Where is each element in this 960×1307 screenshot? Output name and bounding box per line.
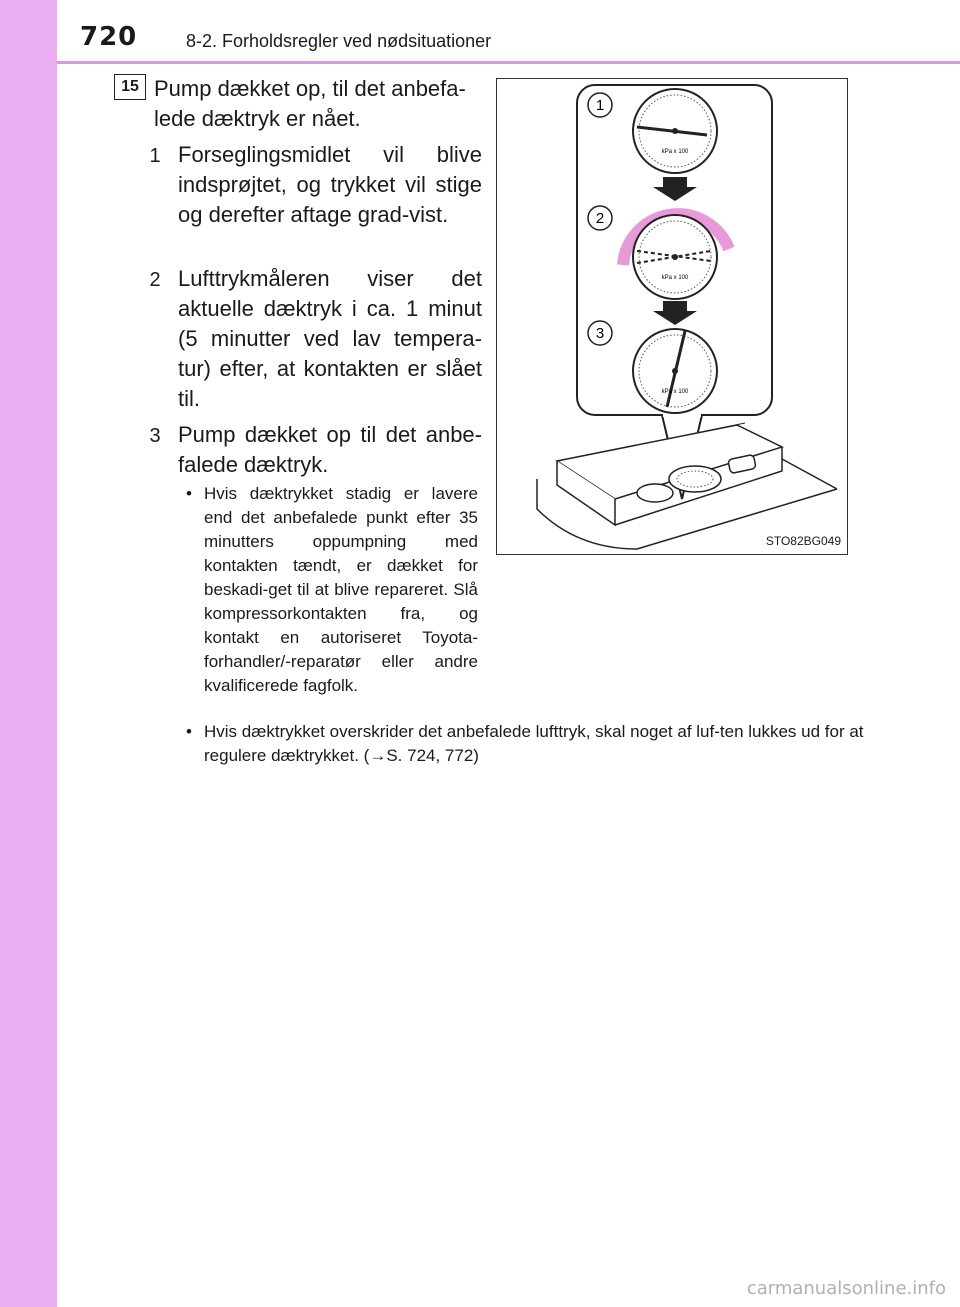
callout-1-label: 1 xyxy=(595,97,605,114)
bullet-item: • Hvis dæktrykket stadig er lavere end det anbefalede punkt efter 35 minutters oppumpning med kontakten tændt, er dækket for beskadi-get til at blive repareret. Slå kompressorkontakten fra, og kontakt en autoriseret Toyota-forhandler/-reparatør eller andre kvalificerede fagfolk. xyxy=(186,482,478,698)
step-text: Pump dækket op, til det anbefa-lede dæktryk er nået. xyxy=(154,76,466,131)
gauge-3-icon xyxy=(633,329,717,413)
callout-2 xyxy=(588,206,612,230)
bullet-list xyxy=(186,482,478,698)
callout-1 xyxy=(588,93,612,117)
callout-3 xyxy=(588,321,612,345)
substep-3 xyxy=(142,420,482,480)
figure-code: STO82BG049 xyxy=(765,534,841,548)
substep-1-text: Forseglingsmidlet vil blive indsprøjtet, og trykket vil stige og derefter aftage grad-vist. xyxy=(178,142,482,227)
section-title: 8-2. Forholdsregler ved nødsituationer xyxy=(186,31,492,51)
gauge-illustration xyxy=(496,78,848,555)
substep-2-number: 2 xyxy=(149,268,161,291)
callout-2-label: 2 xyxy=(595,210,605,227)
step-number-badge: 15 xyxy=(114,74,146,100)
substep-2 xyxy=(142,264,482,414)
substep-3-text: Pump dækket op til det anbe-falede dæktryk. xyxy=(178,422,482,477)
substep-2-text: Lufttrykmåleren viser det aktuelle dæktryk i ca. 1 minut (5 minutter ved lav tempera-tur) efter, at kontakten er slået til. xyxy=(178,266,482,411)
substep-3-number: 3 xyxy=(149,424,161,447)
gauge-1-icon xyxy=(633,89,717,173)
page-number: 720 xyxy=(80,22,138,52)
compressor-icon xyxy=(537,423,837,549)
gauge-1-unit: kPa x 100 xyxy=(661,149,689,155)
gauge-2-unit: kPa x 100 xyxy=(661,275,689,281)
substep-1 xyxy=(142,140,482,230)
bullet-item: • Hvis dæktrykket overskrider det anbefalede lufttryk, skal noget af luf-ten lukkes ud for at regulere dæktrykket. (→S. 724, 772) xyxy=(186,720,864,768)
gauge-illustration-svg xyxy=(497,79,847,554)
page-sidebar-tab xyxy=(0,0,57,1307)
substep-1-number: 1 xyxy=(149,144,161,167)
gauge-3-unit: kPa x 100 xyxy=(661,389,689,395)
header-rule xyxy=(57,61,960,64)
watermark: carmanualsonline.info xyxy=(746,1278,946,1299)
callout-3-label: 3 xyxy=(595,325,605,342)
